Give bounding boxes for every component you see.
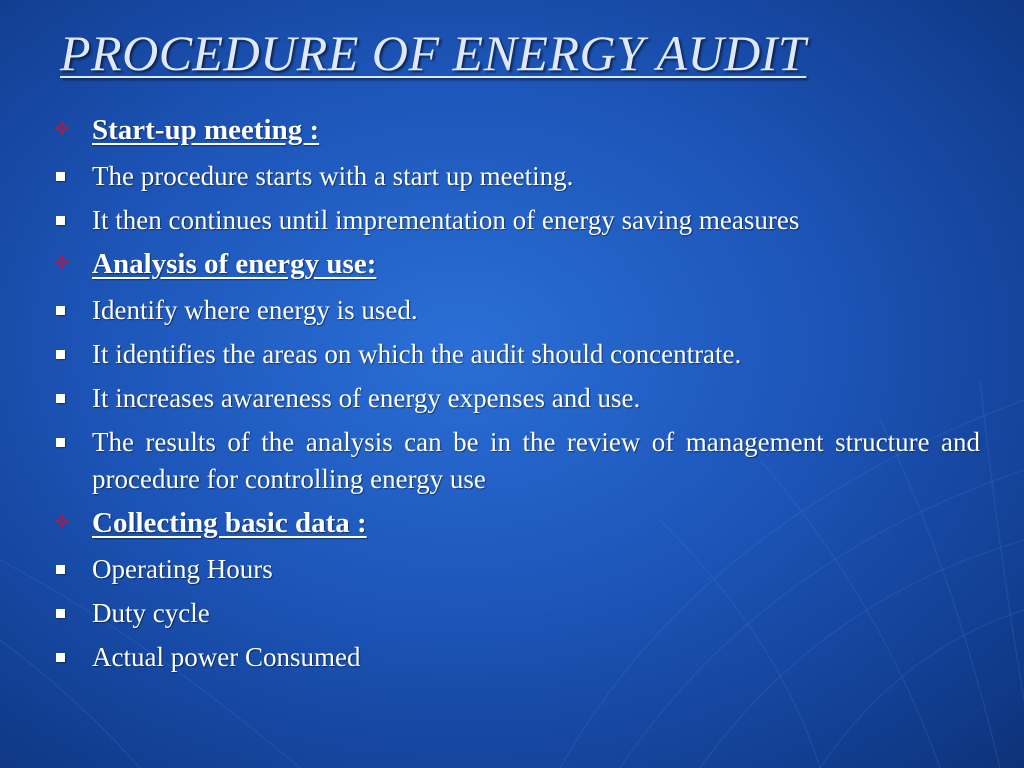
bullet-list: [52, 112, 980, 683]
diamond-cluster-icon: [52, 246, 82, 283]
section-heading: [52, 112, 980, 149]
diamond-cluster-icon: [52, 505, 82, 542]
bullet-text: Operating Hours: [92, 554, 273, 584]
bullet-text: It identifies the areas on which the audit should concentrate.: [92, 339, 742, 369]
square-bullet-icon: [52, 595, 82, 632]
square-bullet-icon: [52, 639, 82, 676]
bullet-text: The results of the analysis can be in the review of management structure and procedure for controlling energy use: [92, 427, 980, 494]
bullet-item: [52, 424, 980, 498]
diamond-cluster-icon: [52, 112, 82, 149]
section-heading-text: Collecting basic data :: [92, 507, 367, 539]
bullet-text: It then continues until imprementation of energy saving measures: [92, 205, 800, 235]
bullet-text: Duty cycle: [92, 598, 210, 628]
square-bullet-icon: [52, 424, 82, 461]
bullet-item: [52, 551, 980, 588]
square-bullet-icon: [52, 380, 82, 417]
square-bullet-icon: [52, 292, 82, 329]
bullet-item: [52, 202, 980, 239]
section-heading-text: Analysis of energy use:: [92, 248, 377, 280]
bullet-text: It increases awareness of energy expenses and use.: [92, 383, 641, 413]
bullet-item: [52, 158, 980, 195]
bullet-text: The procedure starts with a start up meeting.: [92, 161, 574, 191]
square-bullet-icon: [52, 551, 82, 588]
section-heading: [52, 505, 980, 542]
square-bullet-icon: [52, 336, 82, 373]
square-bullet-icon: [52, 202, 82, 239]
bullet-item: [52, 292, 980, 329]
section-heading-text: Start-up meeting :: [92, 114, 320, 146]
section-heading: [52, 246, 980, 283]
bullet-item: [52, 380, 980, 417]
bullet-text: Identify where energy is used.: [92, 295, 418, 325]
square-bullet-icon: [52, 158, 82, 195]
slide-title: PROCEDURE OF ENERGY AUDIT: [60, 25, 807, 81]
bullet-text: Actual power Consumed: [92, 642, 361, 672]
bullet-item: [52, 639, 980, 676]
bullet-item: [52, 595, 980, 632]
bullet-item: [52, 336, 980, 373]
